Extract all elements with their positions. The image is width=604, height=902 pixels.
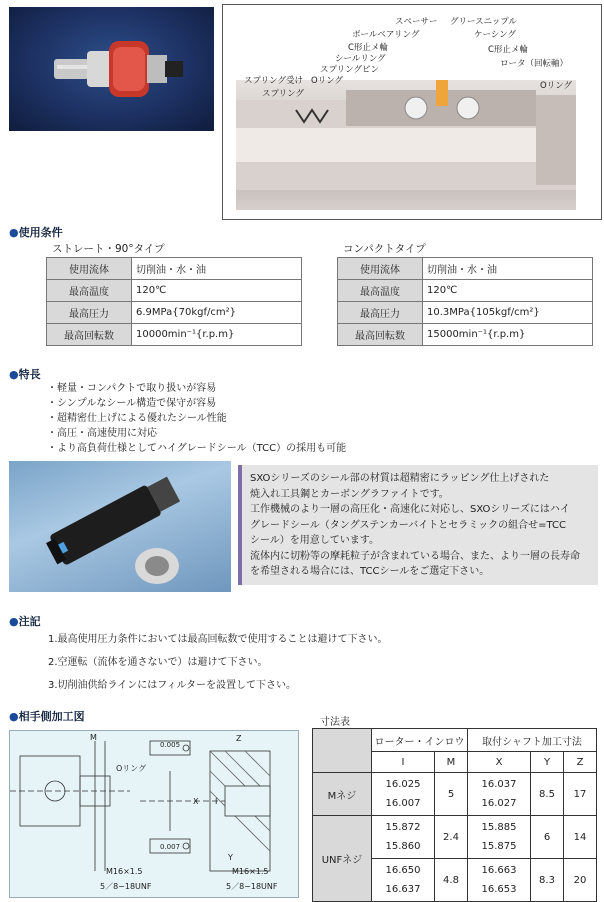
- cell-x: [468, 773, 531, 816]
- features-heading-text: 特長: [18, 368, 41, 381]
- cell-m: 4.8: [435, 859, 468, 902]
- label-tol-1: 0.005: [160, 741, 181, 749]
- table-row: [47, 258, 302, 280]
- cell-y: 8.5: [531, 773, 564, 816]
- table-row: [47, 280, 302, 302]
- info-line: 焼入れ工具鋼とカーボングラファイトです。: [250, 488, 449, 500]
- table-row: [338, 302, 593, 324]
- label-z: Z: [236, 734, 242, 743]
- label-m: M: [90, 733, 97, 742]
- table-row: [338, 280, 593, 302]
- spec-label: 最高圧力: [338, 302, 423, 324]
- table-row: [47, 324, 302, 346]
- row-header: Mネジ: [313, 773, 372, 816]
- cell-x: [468, 859, 531, 902]
- spec-label: 最高温度: [338, 280, 423, 302]
- label-seal-ring: シールリング: [335, 54, 386, 64]
- label-thread2-left: 5／8−18UNF: [100, 882, 152, 891]
- group-header-shaft: 取付シャフト加工寸法: [468, 729, 597, 752]
- cell-value: 15.872: [385, 822, 421, 833]
- cell-value: 15.885: [481, 822, 517, 833]
- label-tol-2: 0.007: [160, 843, 181, 851]
- cell-value: 16.663: [481, 865, 517, 876]
- label-i: I: [215, 797, 218, 806]
- cautions-heading-text: 注記: [18, 615, 41, 628]
- usage-heading: [9, 224, 63, 240]
- spec-value: 120℃: [423, 280, 593, 302]
- spec-label: 最高回転数: [338, 324, 423, 346]
- label-casing: ケーシング: [474, 30, 516, 40]
- spec-value: 10.3MPa{105kgf/cm²}: [423, 302, 593, 324]
- dimension-title: 寸法表: [320, 717, 350, 728]
- list-item: 3.切削油供給ラインにはフィルターを設置して下さい。: [48, 680, 297, 691]
- spec-label: 使用流体: [338, 258, 423, 280]
- label-grease-nipple: グリースニップル: [450, 17, 517, 27]
- spec-label: 最高温度: [47, 280, 132, 302]
- label-o-ring-left: Oリング: [311, 76, 344, 86]
- cautions-list: [48, 628, 388, 697]
- col-header: M: [435, 752, 468, 773]
- label-c-ring-left: C形止メ輪: [348, 43, 388, 53]
- label-thread2-right: 5／8−18UNF: [226, 882, 278, 891]
- label-spring-pin: スプリングピン: [320, 65, 379, 75]
- spec-label: 最高圧力: [47, 302, 132, 324]
- cell-z: 17: [564, 773, 597, 816]
- label-thread1-right: M16×1.5: [232, 867, 269, 876]
- cross-section-body: [236, 80, 576, 210]
- label-thread1-left: M16×1.5: [106, 867, 143, 876]
- label-spring: スプリング: [262, 89, 304, 99]
- features-list: [47, 381, 346, 456]
- row-header: UNFネジ: [313, 816, 372, 902]
- list-item: ・軽量・コンパクトで取り扱いが容易: [47, 383, 217, 394]
- cell-i: [372, 816, 435, 859]
- usage-heading-text: 使用条件: [18, 226, 63, 239]
- table-header-row: [313, 729, 597, 752]
- info-line: シール）を用意しています。: [250, 535, 379, 546]
- seal-parts-photo-icon: [9, 461, 231, 592]
- dimension-table: [312, 728, 597, 902]
- compact-title: コンパクトタイプ: [343, 243, 426, 255]
- cell-x: [468, 816, 531, 859]
- compact-spec-table: [337, 257, 593, 346]
- list-item: 1.最高使用圧力条件においては最高回転数で使用することは避けて下さい。: [48, 634, 388, 645]
- spec-value: 6.9MPa{70kgf/cm²}: [132, 302, 302, 324]
- straight-title: ストレート・90°タイプ: [52, 243, 165, 255]
- info-line: SXOシリーズのシール部の材質は超精密にラッピング仕上げされた: [250, 473, 550, 484]
- cell-m: 2.4: [435, 816, 468, 859]
- spec-label: 使用流体: [47, 258, 132, 280]
- list-item: ・超精密仕上げによる優れたシール性能: [47, 413, 227, 424]
- table-row: [47, 302, 302, 324]
- label-y: Y: [228, 853, 233, 862]
- seal-photo: [9, 461, 231, 592]
- mating-heading-text: 相手側加工図: [18, 710, 85, 723]
- col-header: X: [468, 752, 531, 773]
- spec-value: 120℃: [132, 280, 302, 302]
- col-header: Y: [531, 752, 564, 773]
- info-line: を希望される場合には、TCCシールをご選定下さい。: [250, 566, 490, 577]
- rotary-joint-photo-icon: [9, 7, 214, 131]
- col-header: Z: [564, 752, 597, 773]
- cross-section-icon: [236, 80, 576, 210]
- seal-info-box: [238, 465, 598, 585]
- cell-value: 15.860: [385, 841, 421, 852]
- spec-value: 15000min⁻¹{r.p.m}: [423, 324, 593, 346]
- cell-value: 16.637: [385, 884, 421, 895]
- list-item: ・より高負荷仕様としてハイグレードシール（TCC）の採用も可能: [47, 443, 347, 454]
- col-header: I: [372, 752, 435, 773]
- bullet-icon: ●: [9, 710, 19, 723]
- cell-y: 8.3: [531, 859, 564, 902]
- table-row: [338, 324, 593, 346]
- bullet-icon: ●: [9, 368, 19, 381]
- product-photo: [9, 7, 214, 131]
- group-header-rotor: ローター・インロウ: [372, 729, 468, 752]
- bullet-icon: ●: [9, 615, 19, 628]
- cell-value: 16.007: [385, 798, 421, 809]
- list-item: ・シンプルなシール構造で保守が容易: [47, 398, 217, 409]
- label-o-ring-right: Oリング: [540, 81, 573, 91]
- label-o-ring: Oリング: [116, 764, 147, 773]
- features-heading: [9, 366, 41, 382]
- cautions-heading: [9, 613, 41, 629]
- mating-drawing: [9, 730, 299, 898]
- spec-value: 切削油・水・油: [132, 258, 302, 280]
- label-rotor: ロータ（回転軸）: [500, 59, 569, 69]
- info-line: グレードシール（タングステンカーバイトとセラミックの組合せ=TCC: [250, 519, 566, 531]
- table-row: [313, 816, 597, 859]
- list-item: ・高圧・高速使用に対応: [47, 428, 157, 439]
- cell-m: 5: [435, 773, 468, 816]
- mating-heading: [9, 708, 85, 724]
- label-x: X: [193, 797, 199, 806]
- label-ball-bearing: ボールベアリング: [352, 30, 420, 40]
- label-spring-seat: スプリング受け: [244, 76, 303, 86]
- label-spacer: スペーサー: [395, 17, 438, 27]
- cell-value: 16.025: [385, 779, 421, 790]
- table-row: [313, 773, 597, 816]
- info-line: 流体内に切粉等の摩耗粒子が含まれている場合、また、より一層の長寿命: [250, 550, 580, 562]
- straight-spec-table: [46, 257, 302, 346]
- bullet-icon: ●: [9, 226, 19, 239]
- list-item: 2.空運転（流体を通さないで）は避けて下さい。: [48, 657, 268, 668]
- table-row: [338, 258, 593, 280]
- spec-label: 最高回転数: [47, 324, 132, 346]
- spec-value: 10000min⁻¹{r.p.m}: [132, 324, 302, 346]
- cell-z: 14: [564, 816, 597, 859]
- cell-value: 16.037: [481, 779, 517, 790]
- spec-value: 切削油・水・油: [423, 258, 593, 280]
- cell-value: 16.027: [481, 798, 517, 809]
- cell-value: 16.650: [385, 865, 421, 876]
- cell-z: 20: [564, 859, 597, 902]
- info-line: 工作機械のより一層の高圧化・高速化に対応し、SXOシリーズにはハイ: [250, 504, 570, 515]
- cell-value: 16.653: [481, 884, 517, 895]
- corner-cell: [313, 729, 372, 773]
- cell-i: [372, 859, 435, 902]
- cell-i: [372, 773, 435, 816]
- cell-value: 15.875: [481, 841, 517, 852]
- cell-y: 6: [531, 816, 564, 859]
- label-c-ring-right: C形止メ輪: [488, 45, 528, 55]
